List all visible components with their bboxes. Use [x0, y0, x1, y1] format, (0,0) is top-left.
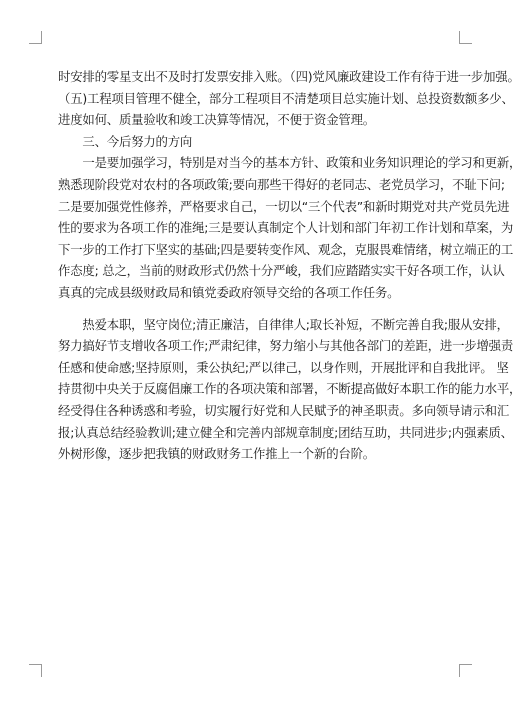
text-line: 报;认真总结经验教训;建立健全和完善内部规章制度;团结互助，共同进步;内强素质、 — [58, 424, 513, 440]
crop-mark-top-right — [459, 31, 472, 44]
text-line: 努力搞好节支增收各项工作;严肃纪律，努力缩小与其他各部门的差距，进一步增强责 — [58, 338, 514, 354]
crop-mark-top-left — [29, 31, 42, 44]
text-line: 一是要加强学习，特别是对当今的基本方针、政策和业务知识理论的学习和更新， — [58, 155, 521, 171]
text-line: 任感和使命感;坚持原则，秉公执纪;严以律己，以身作则，开展批评和自我批评。 坚 — [58, 359, 509, 375]
document-body — [58, 66, 521, 465]
text-line: 经受得住各种诱惑和考验，切实履行好党和人民赋予的神圣职责。多向领导请示和汇 — [58, 402, 510, 418]
paragraph-gap — [58, 304, 444, 314]
text-line: 作态度; 总之，当前的财政形式仍然十分严峻，我们应踏踏实实干好各项工作，认认 — [58, 263, 505, 279]
text-line: 时安排的零星支出不及时打发票安排入账。（四)党风廉政建设工作有待于进一步加强。 — [58, 69, 520, 84]
text-line: 熟悉现阶段党对农村的各项政策;要向那些干得好的老同志、老党员学习，不耻下问; — [58, 176, 505, 192]
crop-mark-bottom-right — [459, 664, 472, 677]
text-line: 进度如何、质量验收和竣工决算等情况，不便于资金管理。 — [58, 112, 375, 128]
text-line: 性的要求为各项工作的准绳;三是要认真制定个人计划和部门年初工作计划和草案，为 — [58, 220, 514, 236]
text-line: （五)工程项目管理不健全，部分工程项目不清楚项目总实施计划、总投资数额多少、 — [58, 90, 514, 106]
text-line: 外树形像，逐步把我镇的财政财务工作推上一个新的台阶。 — [58, 446, 375, 462]
text-line: 持贯彻中央关于反腐倡廉工作的各项决策和部署，不断提高做好本职工作的能力水平， — [58, 381, 521, 397]
text-line: 真真的完成县级财政局和镇党委政府领导交给的各项工作任务。 — [58, 284, 400, 300]
text-line: 二是要加强党性修养，严格要求自己，一切以“三个代表”和新时期党对共产党员先进 — [58, 198, 510, 214]
text-line: 热爱本职，坚守岗位;清正廉洁，自律律人;取长补短，不断完善自我;服从安排， — [58, 316, 509, 332]
crop-mark-bottom-left — [29, 664, 42, 677]
text-line: 下一步的工作打下坚实的基础;四是要转变作风、观念，克服畏难情绪，树立端正的工 — [58, 241, 514, 257]
section-heading: 三、今后努力的方向 — [58, 133, 193, 149]
